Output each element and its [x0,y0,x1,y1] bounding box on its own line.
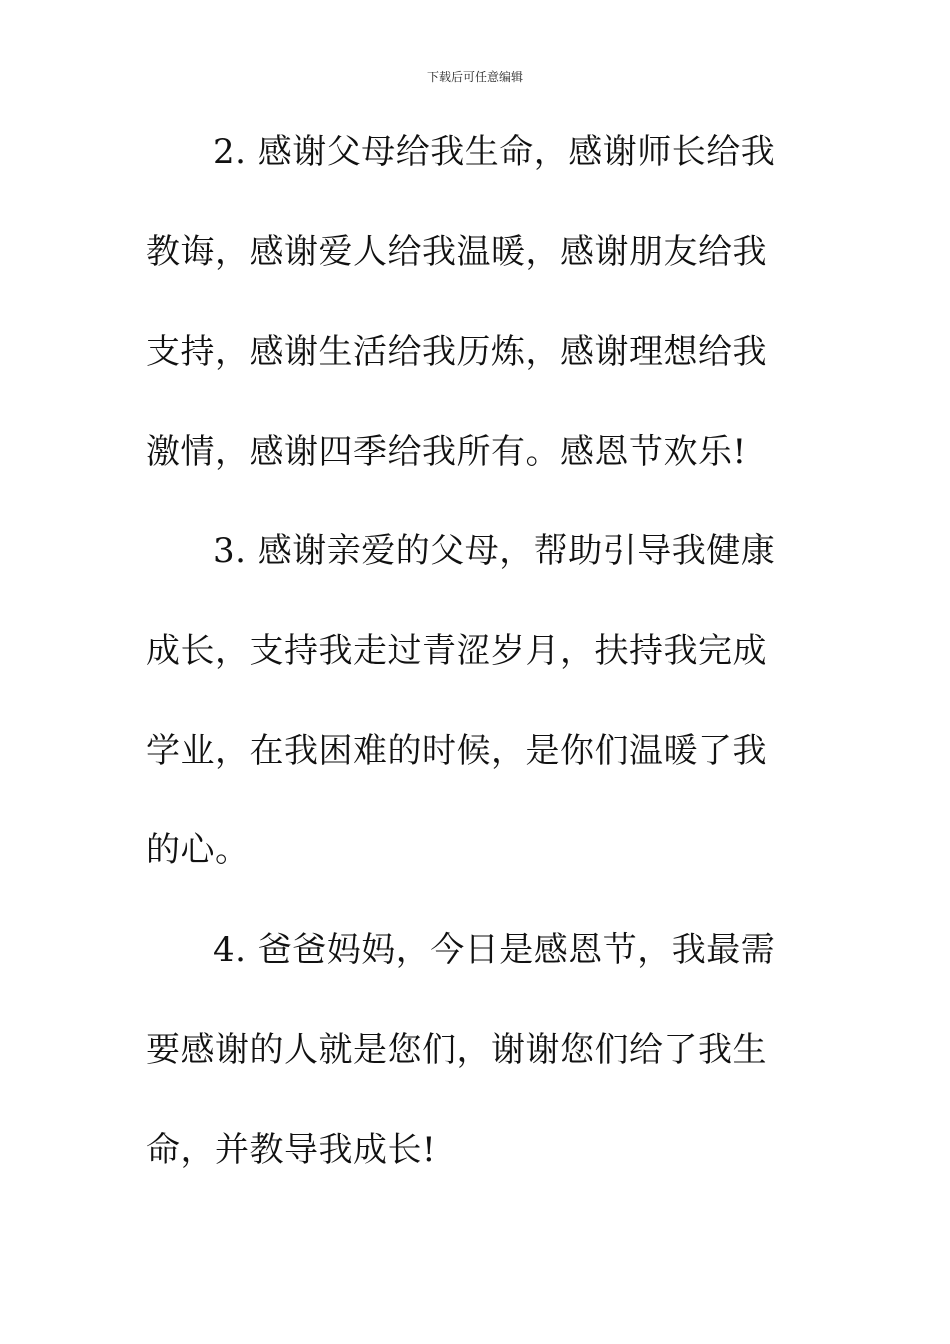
header-note: 下载后可任意编辑 [426,70,523,84]
paragraph-2-line-1: 2. 感谢父母给我生命，感谢师长给我 [213,132,776,172]
paragraph-4-line-3: 命，并教导我成长! [146,1130,437,1170]
paragraph-3-line-1: 3. 感谢亲爱的父母，帮助引导我健康 [213,531,776,571]
paragraph-2-line-4: 激情，感谢四季给我所有。感恩节欢乐! [146,432,747,472]
paragraph-2-line-2: 教诲，感谢爱人给我温暖，感谢朋友给我 [146,232,767,272]
paragraph-3-line-2: 成长，支持我走过青涩岁月，扶持我完成 [146,631,767,671]
paragraph-4-line-1: 4. 爸爸妈妈，今日是感恩节，我最需 [213,930,776,970]
paragraph-3-line-4: 的心。 [146,830,250,870]
paragraph-3-line-3: 学业，在我困难的时候，是你们温暖了我 [146,731,767,771]
paragraph-4-line-2: 要感谢的人就是您们，谢谢您们给了我生 [146,1030,767,1070]
paragraph-2-line-3: 支持，感谢生活给我历炼，感谢理想给我 [146,332,767,372]
